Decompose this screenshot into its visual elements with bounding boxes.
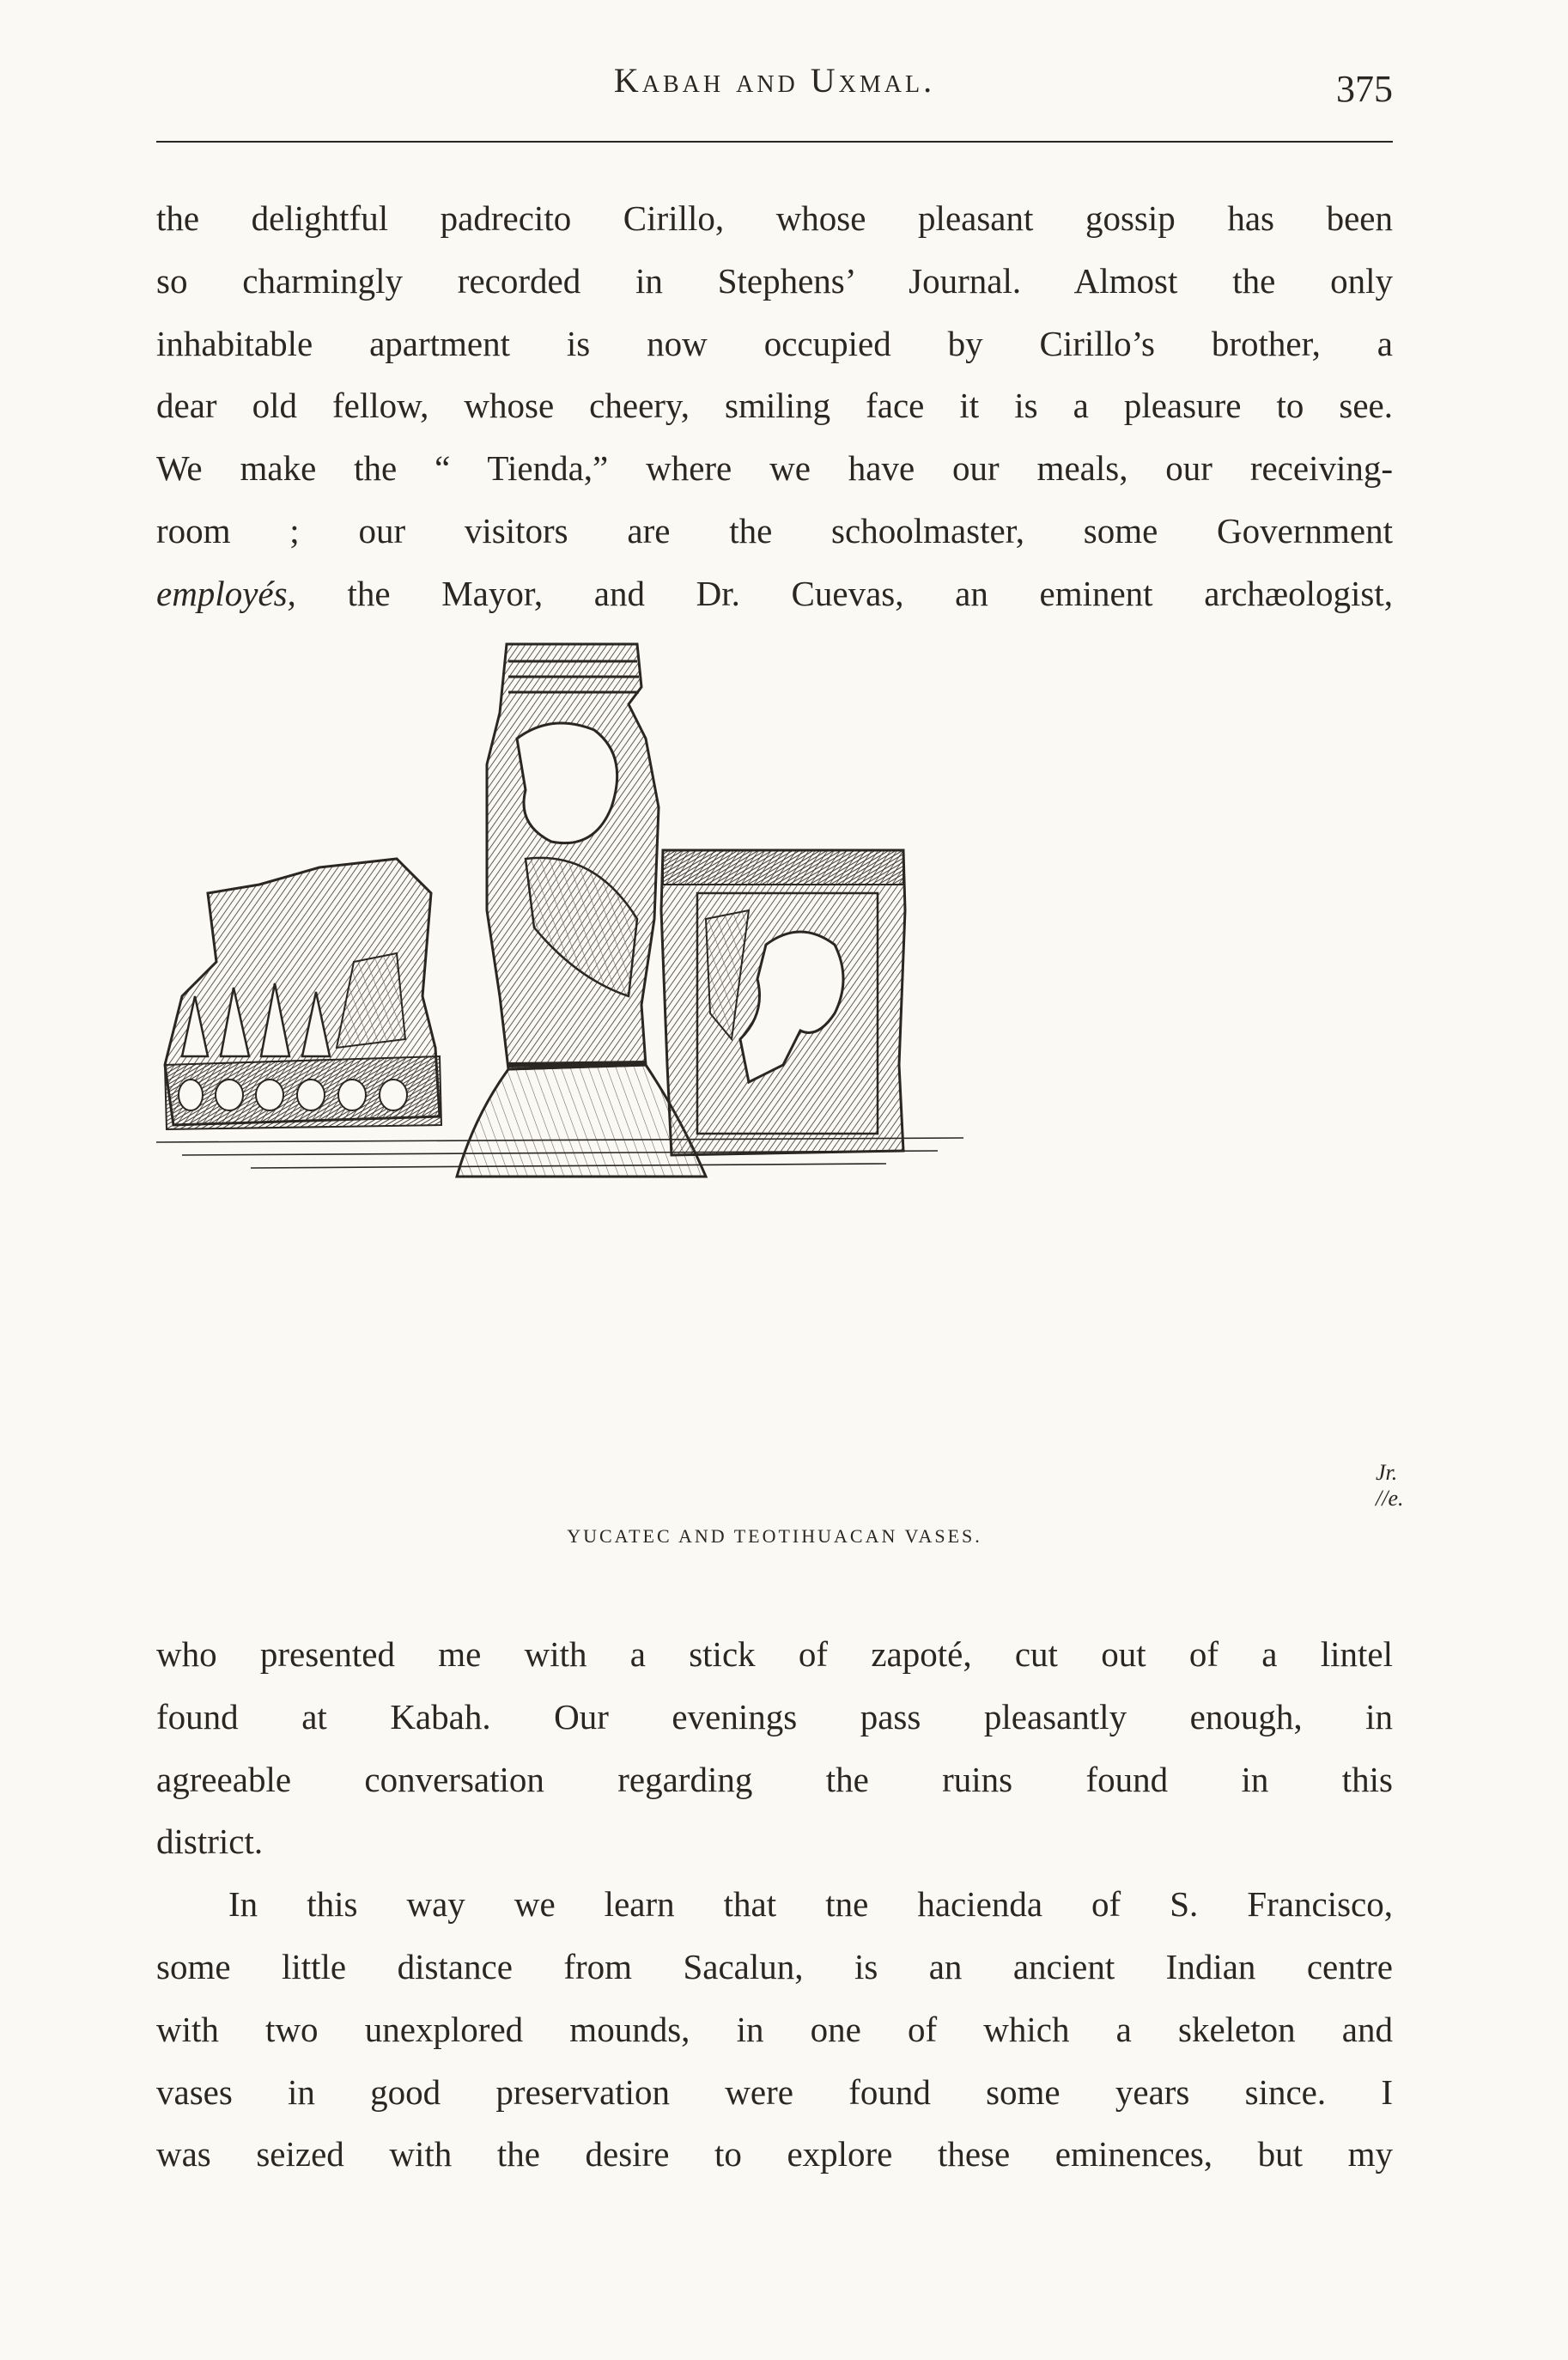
text-line: who presented me with a stick of zapoté, cut out of a lintel [156,1634,1393,1674]
running-head [156,53,1393,122]
cylinder-vase [661,850,905,1155]
text-line: agreeable conversation regarding the ruins found in this [156,1759,1393,1799]
paragraph-continued [156,187,1393,625]
text-line: vases in good preservation were found some years since. I [156,2071,1393,2112]
text-line: the delightful padrecito Cirillo, whose pleasant gossip has been [156,198,1393,238]
vases-engraving [148,636,1419,1511]
figure-caption: YUCATEC AND TEOTIHUACAN VASES. [567,1525,982,1547]
left-vase [165,859,441,1129]
running-title: Kabah and Uxmal. [613,61,936,100]
text-line: was seized with the desire to explore these eminences, but my [156,2134,1393,2174]
text-line: some little distance from Sacalun, is an ancient Indian centre [156,1946,1393,1986]
header-rule [156,141,1393,143]
text-line: room ; our visitors are the schoolmaster, some Government [156,510,1393,550]
text-line: dear old fellow, whose cheery, smiling face it is a pleasure to see. [156,386,1393,426]
text-line: inhabitable apartment is now occupied by Cirillo’s brother, a [156,323,1393,363]
artist-signature: Jr. //e. [1376,1460,1404,1511]
italic-word: employés, [156,573,296,613]
text-line: district. [156,1822,264,1862]
text-line: found at Kabah. Our evenings pass pleasantly enough, in [156,1696,1393,1737]
text-line: We make the “ Tienda,” where we have our meals, our receiving- [156,448,1393,489]
line-rest: the Mayor, and Dr. Cuevas, an eminent archæologist, [295,573,1393,613]
text-line: so charmingly recorded in Stephens’ Journal. Almost the only [156,260,1393,301]
page-number: 375 [1336,68,1393,110]
text-line: In this way we learn that tne hacienda of S. Francisco, [228,1884,1393,1925]
text-line [156,563,1393,625]
text-line: with two unexplored mounds, in one of which a skeleton and [156,2009,1393,2049]
paragraph-body [156,1623,1393,2186]
